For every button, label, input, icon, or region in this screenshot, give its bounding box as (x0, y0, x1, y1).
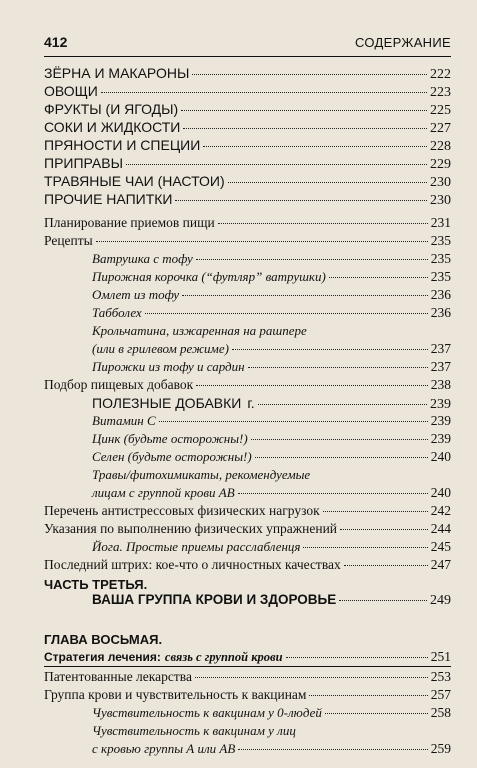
toc-entry[interactable]: ФРУКТЫ (И ЯГОДЫ) 225 (44, 101, 451, 118)
toc-part-entry[interactable]: ВАША ГРУППА КРОВИ И ЗДОРОВЬЕ 249 (92, 592, 451, 608)
part-label: ЧАСТЬ ТРЕТЬЯ. (44, 577, 148, 592)
toc-entry[interactable]: Стратегия лечения: связь с группой крови 251 (44, 649, 451, 664)
running-head: СОДЕРЖАНИЕ (354, 35, 451, 50)
toc-entry[interactable]: ПРЯНОСТИ И СПЕЦИИ 228 (44, 137, 451, 154)
toc-subentry[interactable]: Табболех 236 (92, 305, 451, 320)
toc-entry[interactable]: Указания по выполнению физических упражнений 244 (44, 521, 451, 536)
toc-subentry-line: Крольчатина, изжаренная на рашпере (92, 323, 307, 338)
toc-entry[interactable]: ТРАВЯНЫЕ ЧАИ (НАСТОИ) 230 (44, 173, 451, 190)
divider (44, 666, 451, 667)
toc-subentry[interactable]: лицам с группой крови АВ 240 (92, 485, 451, 500)
page-header (44, 34, 451, 57)
toc-entry[interactable]: ПРОЧИЕ НАПИТКИ 230 (44, 191, 451, 208)
toc-subentry[interactable]: с кровью группы А или АВ 259 (92, 741, 451, 756)
toc-entry[interactable]: ЗЁРНА И МАКАРОНЫ 222 (44, 65, 451, 82)
toc-entry[interactable]: Последний штрих: кое-что о личностных качествах 247 (44, 557, 451, 572)
toc-entry[interactable]: СОКИ И ЖИДКОСТИ 227 (44, 119, 451, 136)
toc-subentry[interactable]: (или в грилевом режиме) 237 (92, 341, 451, 356)
page-number: 412 (44, 34, 68, 50)
toc-subentry[interactable]: Ватрушка с тофу 235 (92, 251, 451, 266)
toc-entry[interactable]: ОВОЩИ 223 (44, 83, 451, 100)
toc-subentry[interactable]: Селен (будьте осторожны!) 240 (92, 449, 451, 464)
toc-subentry-line: Чувствительность к вакцинам у лиц (92, 723, 296, 738)
toc-subentry[interactable]: Пирожная корочка (“футляр” ватрушки) 235 (92, 269, 451, 284)
toc-subentry[interactable]: Йога. Простые приемы расслабленця 245 (92, 539, 451, 554)
toc-entry[interactable]: Патентованные лекарства 253 (44, 669, 451, 684)
toc-subentry[interactable]: Витамин С 239 (92, 413, 451, 428)
toc-subentry[interactable]: ПОЛЕЗНЫЕ ДОБАВКИ г. 239 (92, 395, 451, 412)
toc-subentry[interactable]: Пирожки из тофу и сардин 237 (92, 359, 451, 374)
toc-entry[interactable]: Подбор пищевых добавок 238 (44, 377, 451, 392)
chapter-label: ГЛАВА ВОСЬМАЯ. (44, 632, 163, 647)
toc-subentry-line: Травы/фитохимикаты, рекомендуемые (92, 467, 311, 482)
toc-entry[interactable]: Группа крови и чувствительность к вакцинам 257 (44, 687, 451, 702)
toc-entry[interactable]: ПРИПРАВЫ 229 (44, 155, 451, 172)
toc-entry[interactable]: Планирование приемов пищи 231 (44, 215, 451, 230)
toc-entry[interactable]: Перечень антистрессовых физических нагрузок 242 (44, 503, 451, 518)
toc-subentry[interactable]: Чувствительность к вакцинам у 0-людей 258 (92, 705, 451, 720)
toc-subentry[interactable]: Цинк (будьте осторожны!) 239 (92, 431, 451, 446)
toc-entry[interactable]: Рецепты 235 (44, 233, 451, 248)
toc-subentry[interactable]: Омлет из тофу 236 (92, 287, 451, 302)
